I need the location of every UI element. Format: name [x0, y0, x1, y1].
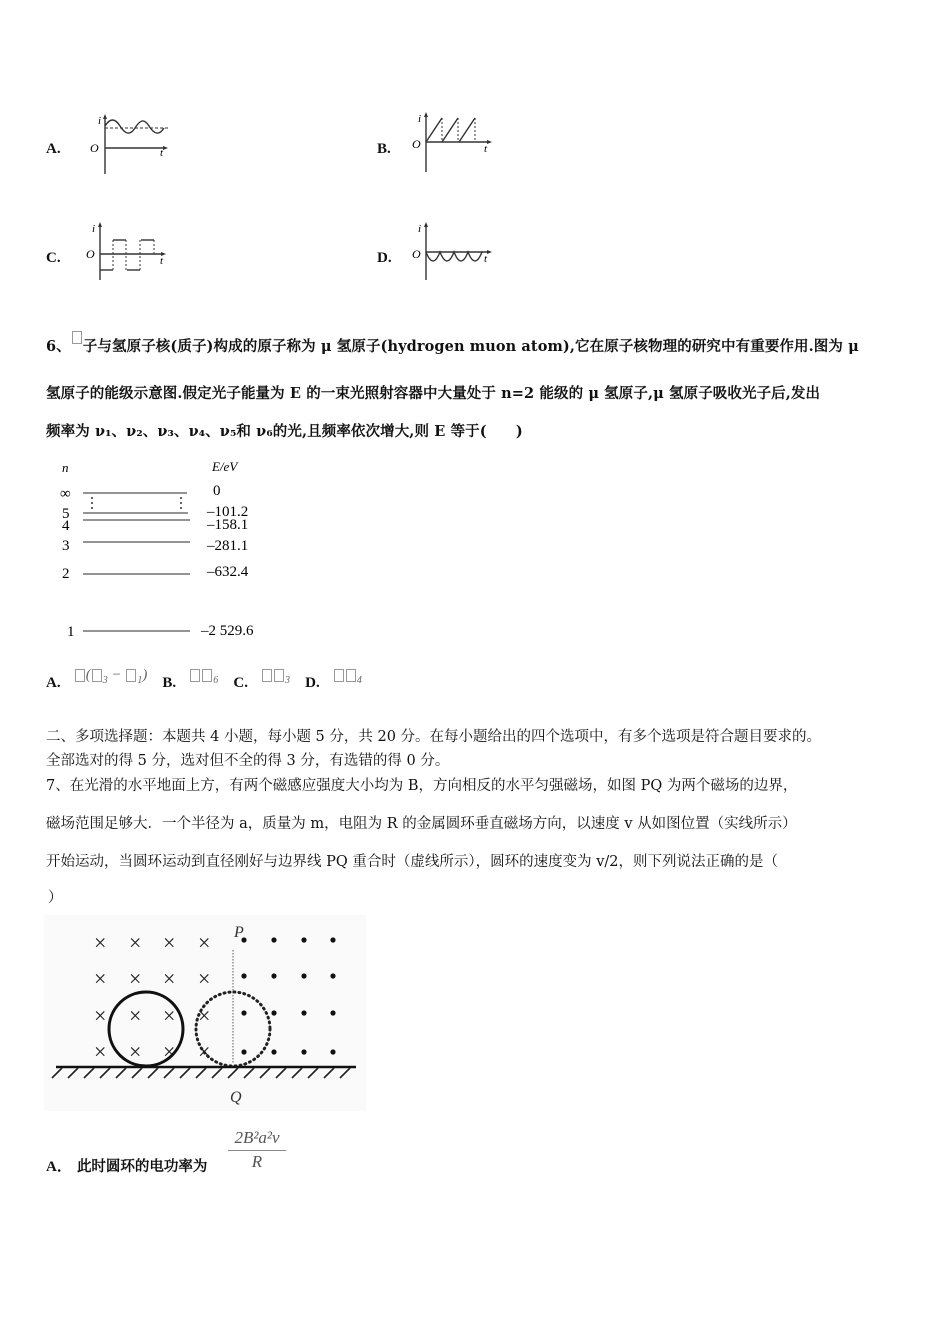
svg-text:O: O: [412, 137, 421, 151]
missing-glyph-icon: [72, 331, 82, 344]
svg-text:×: ×: [129, 1003, 142, 1028]
option-c-label: C.: [46, 250, 61, 266]
svg-text:×: ×: [94, 966, 107, 991]
svg-text:–632.4: –632.4: [207, 564, 249, 580]
label-q: Q: [230, 1089, 242, 1106]
question-6-line-1: 6、 子与氢原子核(质子)构成的原子称为 μ 氢原子(hydrogen muon atom),它在原子核物理的研究中有重要作用.图为 μ: [46, 335, 859, 356]
svg-text:×: ×: [94, 1003, 107, 1028]
fraction-denominator: R: [251, 1152, 263, 1171]
section-2-instructions: 全部选对的得 5 分，选对但不全的得 3 分，有选错的得 0 分。: [46, 753, 450, 769]
svg-text:×: ×: [163, 1039, 176, 1064]
level-n-inf: ∞: [60, 486, 71, 502]
q6-option-a-label: A.: [46, 675, 61, 691]
question-6-line-2: 氢原子的能级示意图.假定光子能量为 E 的一束光照射容器中大量处于 n=2 能级的 μ 氢原子,μ 氢原子吸收光子后,发出: [46, 385, 821, 402]
svg-text:–2 529.6: –2 529.6: [201, 623, 254, 639]
svg-text:O: O: [90, 141, 99, 155]
option-a-label: A.: [46, 141, 61, 157]
svg-text:5: 5: [62, 506, 70, 522]
svg-text:O: O: [86, 247, 95, 261]
q6-option-c-label: C.: [233, 675, 248, 691]
q6-option-b-expr: 6: [189, 667, 218, 683]
svg-text:×: ×: [129, 1039, 142, 1064]
fraction-numerator: 2B²a²v: [228, 1128, 286, 1151]
svg-text:–101.2: –101.2: [207, 504, 249, 520]
graph-d-rectified: [410, 218, 495, 284]
n-header: n: [62, 460, 69, 475]
svg-text:×: ×: [129, 930, 142, 955]
axis-i: i: [98, 115, 102, 127]
svg-text:2: 2: [62, 566, 70, 582]
section-2-heading: 二、多项选择题：本题共 4 小题，每小题 5 分，共 20 分。在每小题给出的四个选项中，有多个选项是符合题目要求的。: [46, 729, 822, 745]
svg-text:×: ×: [198, 966, 211, 991]
svg-text:×: ×: [94, 1039, 107, 1064]
svg-text:×: ×: [198, 1003, 211, 1028]
svg-text:×: ×: [198, 930, 211, 955]
question-6-options: [46, 667, 362, 694]
energy-header: E/eV: [212, 459, 238, 474]
label-p: P: [234, 924, 244, 941]
magnetic-field-figure: [44, 915, 366, 1111]
question-7-line-3: 开始运动，当圆环运动到直径刚好与边界线 PQ 重合时（虚线所示），圆环的速度变为 v/2，则下列说法正确的是（: [46, 854, 779, 870]
question-6-line-3: 频率为 ν₁、ν₂、ν₃、ν₄、ν₅和 ν₆的光,且频率依次增大,则 E 等于( ): [46, 423, 523, 440]
option-d-label: D.: [377, 250, 392, 266]
svg-text:×: ×: [94, 930, 107, 955]
q6-option-d-expr: 4: [333, 667, 362, 683]
q6-option-d-label: D.: [305, 675, 320, 691]
q7-option-a: A． 此时圆环的电功率为: [46, 1158, 208, 1175]
level-e-inf: 0: [213, 483, 221, 499]
question-7-line-1: 7、在光滑的水平地面上方，有两个磁感应强度大小均为 B，方向相反的水平匀强磁场，如图 PQ 为两个磁场的边界，: [46, 778, 798, 794]
question-7-line-4: ）: [48, 890, 63, 906]
svg-text:t: t: [484, 143, 488, 155]
graph-c-square-wave: [86, 218, 171, 284]
option-b-label: B.: [377, 141, 391, 157]
svg-text:O: O: [412, 247, 421, 261]
graph-a-sinusoidal: [86, 110, 171, 178]
graph-b-sawtooth: [410, 108, 495, 178]
q6-option-b-label: B.: [162, 675, 177, 691]
svg-text:1: 1: [67, 624, 75, 640]
svg-text:4: 4: [62, 518, 70, 534]
svg-text:×: ×: [163, 966, 176, 991]
svg-text:3: 3: [62, 538, 70, 554]
q7-option-a-text: 此时圆环的电功率为: [76, 1158, 208, 1175]
svg-text:i: i: [92, 223, 96, 235]
svg-text:–281.1: –281.1: [207, 538, 249, 554]
q6-option-a-expr: ( $_3$ − $_1$): [74, 667, 148, 683]
energy-level-diagram: [50, 455, 290, 645]
svg-text:–158.1: –158.1: [207, 517, 249, 533]
svg-text:t: t: [160, 255, 164, 267]
svg-text:i: i: [418, 113, 422, 125]
svg-text:×: ×: [198, 1039, 211, 1064]
svg-text:i: i: [418, 223, 422, 235]
svg-text:×: ×: [129, 966, 142, 991]
svg-text:×: ×: [163, 930, 176, 955]
q7-option-a-fraction: [228, 1128, 286, 1172]
svg-text:×: ×: [163, 1003, 176, 1028]
svg-text:t: t: [484, 253, 488, 265]
svg-text:t: t: [160, 147, 164, 159]
q6-option-c-expr: 3: [261, 667, 290, 683]
question-7-line-2: 磁场范围足够大．一个半径为 a，质量为 m，电阻为 R 的金属圆环垂直磁场方向，以速度 v 从如图位置（实线所示）: [46, 816, 797, 832]
